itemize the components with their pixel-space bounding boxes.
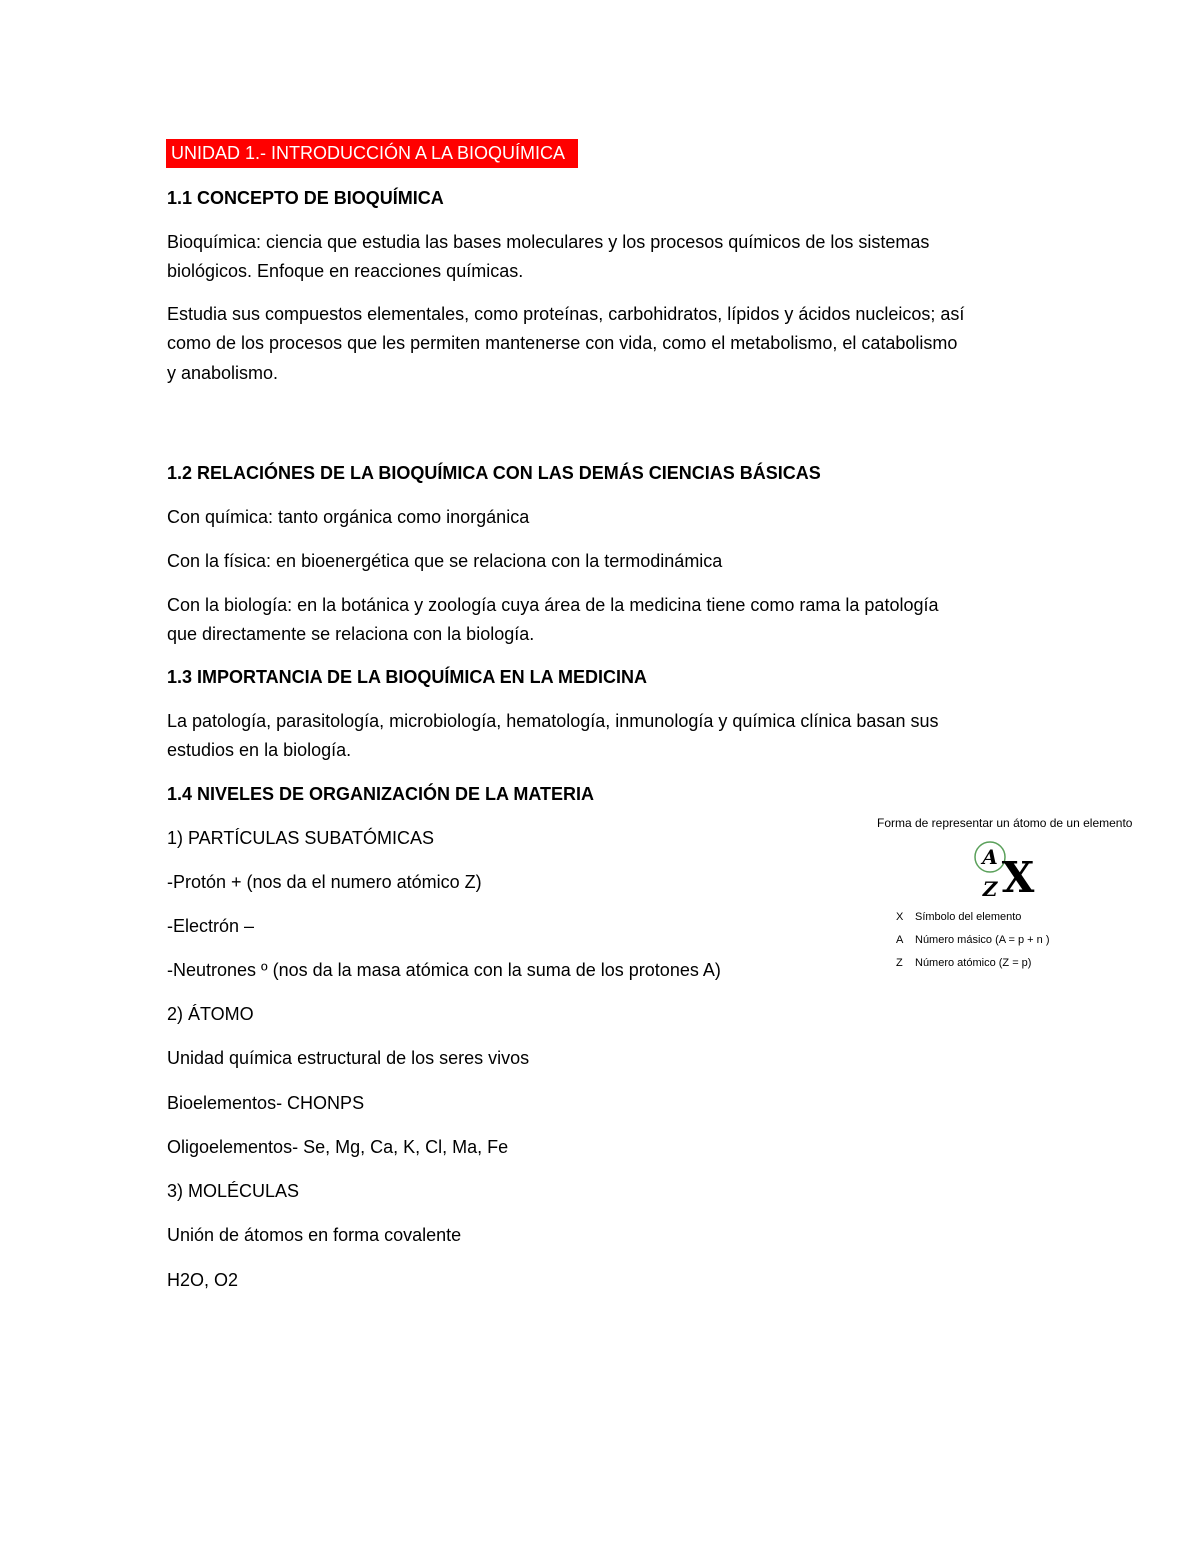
paragraph-line: estudios en la biología.	[167, 740, 352, 760]
list-item: Unión de átomos en forma covalente	[167, 1225, 462, 1245]
atomic-number-symbol: Z	[982, 877, 998, 901]
legend-row	[896, 910, 1021, 924]
legend-text: Número atómico (Z = p)	[915, 957, 1032, 969]
list-item: 3) MOLÉCULAS	[167, 1181, 300, 1201]
paragraph-line: Con la física: en bioenergética que se relaciona con la termodinámica	[167, 551, 723, 571]
section-3-heading: 1.3 IMPORTANCIA DE LA BIOQUÍMICA EN LA MEDICINA	[167, 667, 648, 687]
section-1-heading: 1.1 CONCEPTO DE BIOQUÍMICA	[167, 188, 444, 208]
paragraph-line: Con química: tanto orgánica como inorgánica	[167, 507, 530, 527]
legend-text: Símbolo del elemento	[915, 911, 1022, 923]
legend-key: Z	[896, 957, 903, 969]
paragraph-line: como de los procesos que les permiten mantenerse con vida, como el metabolismo, el catabolismo	[167, 333, 958, 353]
paragraph-line: Estudia sus compuestos elementales, como proteínas, carbohidratos, lípidos y ácidos nucleicos; así	[167, 304, 965, 324]
paragraph-line: biológicos. Enfoque en reacciones químicas.	[167, 261, 524, 281]
list-item: Oligoelementos- Se, Mg, Ca, K, Cl, Ma, Fe	[167, 1137, 509, 1157]
paragraph-line: Bioquímica: ciencia que estudia las bases moleculares y los procesos químicos de los sistemas	[167, 232, 930, 252]
mass-number-symbol: A	[982, 845, 998, 869]
legend-text: Número másico (A = p + n )	[915, 934, 1050, 946]
figure-caption: Forma de representar un átomo de un elemento	[877, 816, 1133, 830]
legend-key: X	[896, 911, 904, 923]
atom-notation-figure	[868, 808, 1138, 978]
legend-row	[896, 956, 1031, 970]
list-item: Unidad química estructural de los seres vivos	[167, 1048, 530, 1068]
unit-title: UNIDAD 1.- INTRODUCCIÓN A LA BIOQUÍMICA	[171, 143, 566, 163]
legend-key: A	[896, 934, 904, 946]
section-2-heading: 1.2 RELACIÓNES DE LA BIOQUÍMICA CON LAS DEMÁS CIENCIAS BÁSICAS	[167, 463, 821, 483]
list-item: -Neutrones º (nos da la masa atómica con la suma de los protones A)	[167, 960, 721, 980]
list-item: 2) ÁTOMO	[167, 1004, 254, 1024]
atomic-symbol-diagram	[968, 840, 1048, 904]
paragraph-line: que directamente se relaciona con la biología.	[167, 624, 535, 644]
list-item: Bioelementos- CHONPS	[167, 1093, 365, 1113]
paragraph-line: Con la biología: en la botánica y zoología cuya área de la medicina tiene como rama la patología	[167, 595, 939, 615]
paragraph-line: y anabolismo.	[167, 363, 279, 383]
list-item: -Protón + (nos da el numero atómico Z)	[167, 872, 482, 892]
list-item: -Electrón –	[167, 916, 255, 936]
paragraph-line: La patología, parasitología, microbiología, hematología, inmunología y química clínica basan sus	[167, 711, 939, 731]
list-item: H2O, O2	[167, 1270, 239, 1290]
section-4-heading: 1.4 NIVELES DE ORGANIZACIÓN DE LA MATERIA	[167, 784, 595, 804]
list-item: 1) PARTÍCULAS SUBATÓMICAS	[167, 828, 435, 848]
legend-row	[896, 933, 1050, 947]
element-symbol: X	[1001, 853, 1035, 902]
